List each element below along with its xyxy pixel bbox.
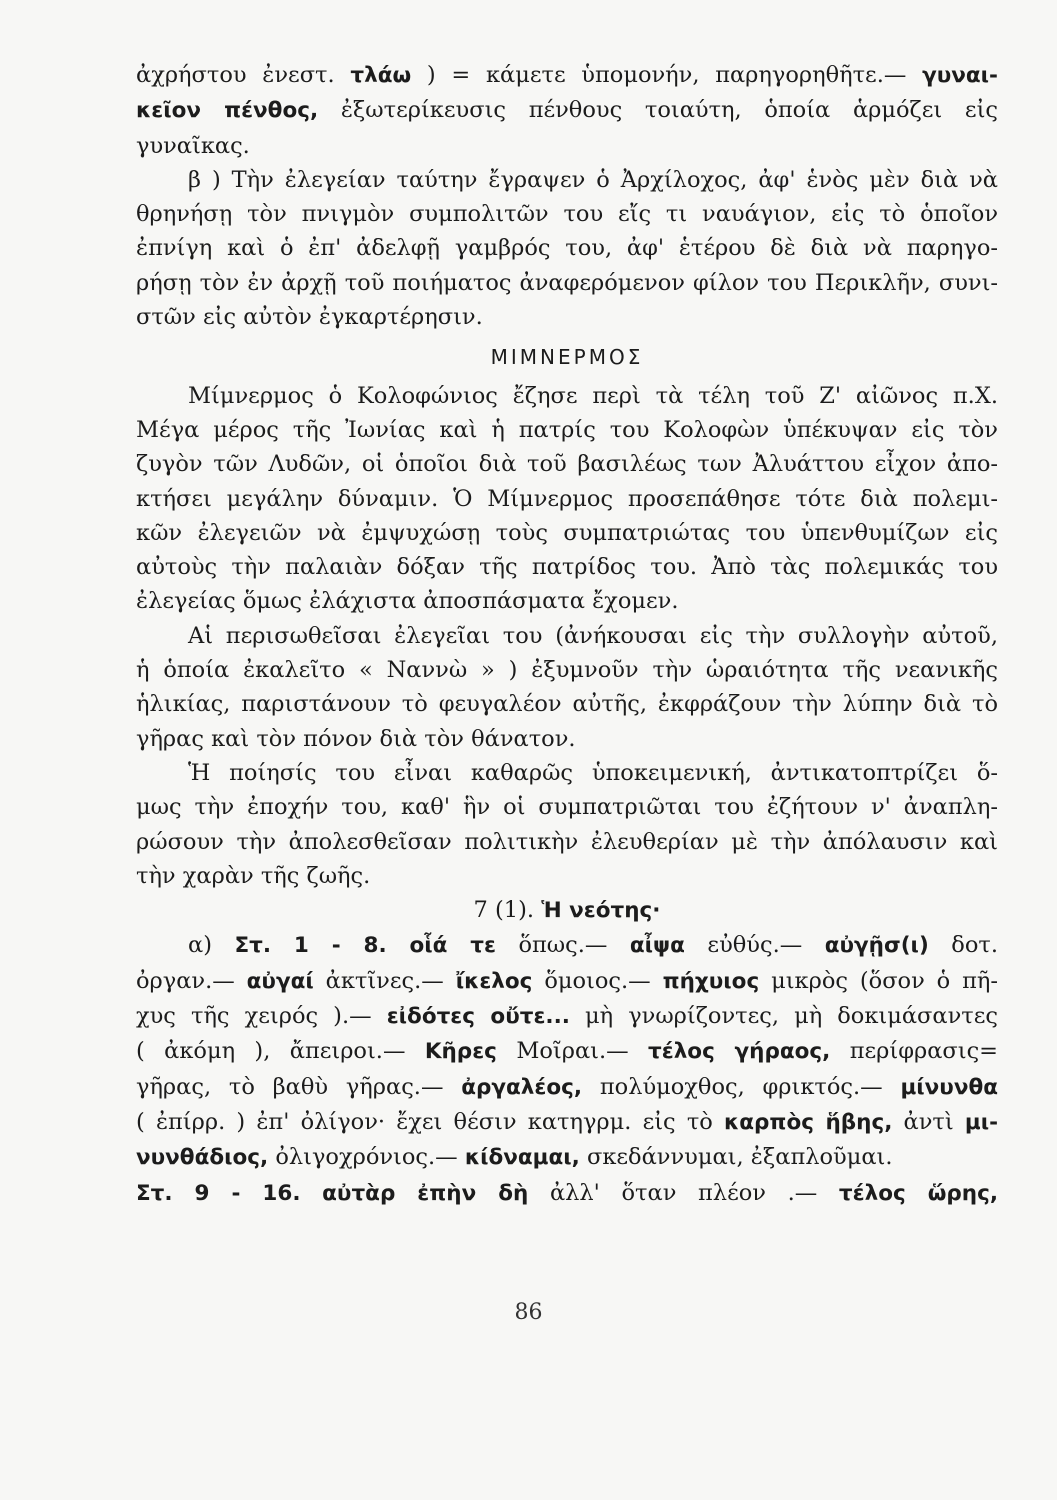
text-run: θρηνήσῃ τὸν πνιγμὸν συμπολιτῶν του εἴς τι ναυάγιον, εἰς τὸ ὁποῖον [136, 201, 998, 228]
text-run: ἐλεγείας ὅμως ἐλάχιστα ἀποσπάσματα ἔχομεν. [136, 588, 679, 615]
text-run: ) = κάμετε ὑπομονήν, παρηγορηθῆτε.— [426, 62, 907, 88]
bold-term: κεῖον πένθος, [136, 98, 319, 124]
text-run: ( ἐπίρρ. ) ἐπ' ὀλίγον· ἔχει θέσιν κατηγρμ. εἰς τὸ [136, 1108, 713, 1135]
text-line [136, 756, 998, 790]
text-line [136, 999, 998, 1034]
bold-term: καρπὸς ἥβης, [724, 1109, 893, 1135]
bold-term: αὐγῇσ(ι) [824, 933, 929, 959]
text-run: ἡ ὁποία ἐκαλεῖτο « Ναννὼ » ) ἐξυμνοῦν τὴν ὡραιότητα τῆς νεανικῆς [136, 657, 998, 684]
section-heading: ΜΙΜΝΕΡΜΟΣ [490, 345, 644, 370]
bold-term: Στ. 9 - 16. [136, 1180, 301, 1206]
text-line [136, 300, 998, 334]
text-run: ( ἀκόμη ), ἄπειροι.— [136, 1038, 406, 1065]
bold-term: τέλος γήραος, [648, 1039, 831, 1065]
bold-term: αὐτὰρ ἐπὴν δὴ [322, 1180, 529, 1206]
text-run: Μοῖραι.— [516, 1038, 629, 1065]
text-line [136, 266, 998, 300]
text-line [136, 231, 998, 265]
text-run: εὐθύς.— [707, 932, 803, 959]
text-line [136, 58, 998, 93]
text-run: μὴ γνωρίζοντες, μὴ δοκιμάσαντες [585, 1003, 998, 1030]
text-run: ἡλικίας, παριστάνουν τὸ φευγαλέον αὐτῆς, ἐκφράζουν τὴν λύπην διὰ τὸ [136, 691, 998, 718]
text-line [136, 482, 998, 516]
text-run: ἀκτῖνες.— [325, 967, 444, 994]
bold-term: μίνυνθα [900, 1074, 999, 1100]
text-run: μως τὴν ἐποχήν του, καθ' ἣν οἱ συμπατριῶται του ἐζήτουν ν' ἀναπλη- [136, 794, 998, 821]
text-line [136, 413, 998, 447]
text-line [136, 964, 998, 999]
bold-term: τλάω [350, 63, 412, 88]
text-run: ἀλλ' ὅταν πλέον .— [549, 1179, 818, 1206]
text-line [136, 825, 998, 859]
text-line [136, 1105, 998, 1140]
text-run: ἀντὶ [903, 1108, 954, 1135]
text-run: Μίμνερμος ὁ Κολοφώνιος ἔζησε περὶ τὰ τέλη τοῦ Ζ' αἰῶνος π.Χ. [188, 382, 998, 409]
text-run: ρήσῃ τὸν ἐν ἀρχῇ τοῦ ποιήματος ἀναφερόμενον φίλον του Περικλῆν, συνι- [136, 269, 998, 296]
text-run: Μέγα μέρος τῆς Ἰωνίας καὶ ἡ πατρίς του Κολοφὼν ὑπέκυψαν εἰς τὸν [136, 416, 998, 443]
text-run: ζυγὸν τῶν Λυδῶν, οἱ ὁποῖοι διὰ τοῦ βασιλέως των Ἀλυάττου εἶχον ἀπο- [136, 451, 998, 478]
page-body [136, 58, 998, 1211]
text-run: κῶν ἐλεγειῶν νὰ ἐμψυχώσῃ τοὺς συμπατριώτας του ὑπενθυμίζων εἰς [136, 519, 998, 546]
subsection-heading [136, 893, 998, 928]
text-line [136, 722, 998, 756]
bold-term: νυνθάδιος, [136, 1145, 269, 1171]
text-line [136, 197, 998, 231]
text-line [136, 1070, 998, 1105]
text-line [136, 447, 998, 481]
text-line [136, 859, 998, 893]
text-line [136, 550, 998, 584]
text-run: ἐπνίγη καὶ ὁ ἐπ' ἀδελφῇ γαμβρός του, ἀφ' ἑτέρου δὲ διὰ νὰ παρηγο- [136, 235, 998, 262]
text-run: κτήσει μεγάλην δύναμιν. Ὁ Μίμνερμος προσεπάθησε τότε διὰ πολεμι- [136, 485, 998, 512]
text-run: πολύμοχθος, φρικτός.— [599, 1073, 883, 1100]
bold-term: γυναι- [922, 63, 998, 88]
text-run: ὅμοιος.— [544, 967, 651, 994]
text-run: α) [188, 932, 212, 959]
text-line [136, 516, 998, 550]
bold-term: ἀργαλέος, [461, 1074, 583, 1100]
bold-term: τέλος ὥρης, [838, 1180, 998, 1206]
subsection-number: 7 (1). [473, 897, 535, 924]
text-run: ἀχρήστου ἐνεστ. [136, 62, 335, 88]
text-run: β ) Τὴν ἐλεγείαν ταύτην ἔγραψεν ὁ Ἀρχίλοχος, ἀφ' ἑνὸς μὲν διὰ νὰ [188, 166, 998, 193]
text-line [136, 619, 998, 653]
bold-term: πήχυιος [662, 968, 760, 994]
text-run: σκεδάννυμαι, ἐξαπλοῦμαι. [586, 1144, 893, 1171]
text-run: δοτ. [951, 932, 998, 959]
text-run: αὐτοὺς τὴν παλαιὰν δόξαν τῆς πατρίδος του. Ἀπὸ τὰς πολεμικάς του [136, 554, 998, 581]
text-line [136, 129, 998, 163]
text-line [136, 1176, 998, 1211]
bold-term: ἴκελος [455, 968, 533, 994]
text-run: ὅπως.— [518, 932, 608, 959]
bold-term: κίδναμαι, [464, 1145, 580, 1171]
text-line [136, 687, 998, 721]
text-run: χυς τῆς χειρός ).— [136, 1003, 372, 1030]
text-line [136, 928, 998, 963]
bold-term: εἰδότες οὔτε... [386, 1004, 570, 1030]
text-run: γῆρας, τὸ βαθὺ γῆρας.— [136, 1073, 444, 1100]
text-run: μικρὸς (ὅσον ὁ πῆ- [771, 967, 999, 994]
text-run: περίφρασις= [849, 1038, 999, 1065]
bold-term: αὐγαί [246, 968, 314, 994]
page-number: 86 [514, 1300, 543, 1325]
text-run: Αἱ περισωθεῖσαι ἐλεγεῖαι του (ἀνήκουσαι εἰς τὴν συλλογὴν αὐτοῦ, [188, 622, 998, 649]
subsection-title: Ἡ νεότης· [541, 898, 661, 924]
text-run: ρώσουν τὴν ἀπολεσθεῖσαν πολιτικὴν ἐλευθερίαν μὲ τὴν ἀπόλαυσιν καὶ [136, 828, 998, 855]
text-line [136, 653, 998, 687]
text-run: ὀργαν.— [136, 967, 235, 994]
text-run: ἐξωτερίκευσις πένθους τοιαύτη, ὁποία ἁρμόζει εἰς [340, 97, 998, 124]
text-line [136, 1140, 998, 1175]
bold-term: αἶψα [629, 933, 685, 959]
text-run: Ἡ ποίησίς του εἶναι καθαρῶς ὑποκειμενική, ἀντικατοπτρίζει ὅ- [188, 759, 998, 786]
text-line [136, 93, 998, 128]
bold-term: Στ. 1 - 8. οἷά τε [234, 933, 496, 959]
text-line [136, 163, 998, 197]
text-run: στῶν εἰς αὐτὸν ἐγκαρτέρησιν. [136, 304, 483, 331]
text-line [136, 584, 998, 618]
text-line [136, 1034, 998, 1069]
text-line [136, 790, 998, 824]
bold-term: Κῆρες [424, 1039, 497, 1065]
text-run: ὀλιγοχρόνιος.— [275, 1144, 458, 1171]
text-line [136, 379, 998, 413]
text-run: γῆρας καὶ τὸν πόνον διὰ τὸν θάνατον. [136, 725, 576, 752]
text-run: τὴν χαρὰν τῆς ζωῆς. [136, 862, 371, 889]
text-run: γυναῖκας. [136, 132, 250, 159]
bold-term: μι- [964, 1109, 998, 1135]
